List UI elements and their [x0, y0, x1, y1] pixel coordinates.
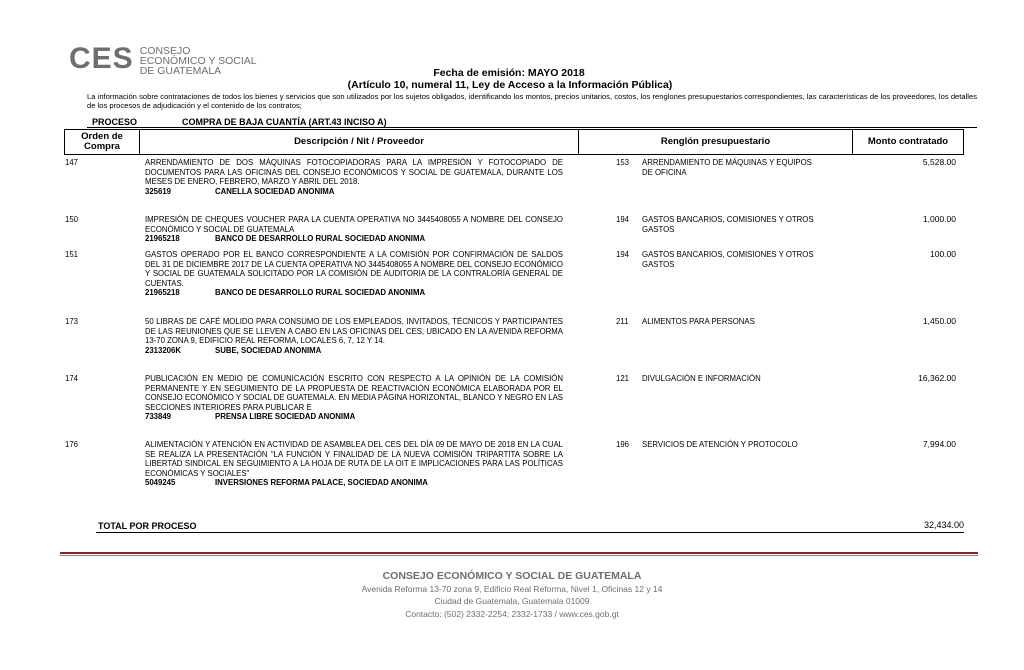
row-description — [145, 158, 563, 196]
provider: PRENSA LIBRE SOCIEDAD ANONIMA — [215, 412, 356, 422]
amount: 16,362.00 — [918, 373, 956, 383]
row-description — [145, 440, 563, 488]
provider: BANCO DE DESARROLLO RURAL SOCIEDAD ANONIMA — [215, 288, 426, 298]
col-renglon: Renglón presupuestario — [578, 129, 853, 155]
provider: BANCO DE DESARROLLO RURAL SOCIEDAD ANONIMA — [215, 234, 426, 244]
provider-line — [145, 412, 563, 422]
renglon-name: GASTOS BANCARIOS, COMISIONES Y OTROS GASTOS — [642, 215, 814, 234]
footer-divider-thin — [60, 555, 978, 556]
footer-divider — [60, 552, 978, 554]
process-name: COMPRA DE BAJA CUANTÍA (ART.43 INCISO A) — [182, 117, 387, 127]
col-description: Descripción / Nit / Proveedor — [139, 129, 579, 155]
logo-line: ECONÓMICO Y SOCIAL — [139, 55, 257, 67]
nit: 5049245 — [145, 478, 176, 488]
description-text: ALIMENTACIÓN Y ATENCIÓN EN ACTIVIDAD DE ASAMBLEA DEL CES DEL DÍA 09 DE MAYO DE 2018 EN LA CUAL SE REALIZA LA PRESENTACIÓN "LA FUNCIÓN Y FINALIDAD DE LA NUEVA COMISIÓN TRIPARTITA SOBRE LA LIBERTAD SINDICAL EN SEGUIMIENTO A LA HOJA DE RUTA DE LA OIT E IMPLICACIONES PARA LAS POLÍTICAS ECONÓMICAS Y SOCIALES" — [145, 440, 563, 478]
footer-city: Ciudad de Guatemala, Guatemala 01009 — [434, 596, 590, 606]
renglon-code: 121 — [616, 374, 630, 383]
provider: SUBE, SOCIEDAD ANONIMA — [215, 345, 322, 355]
amount: 5,528.00 — [922, 157, 956, 167]
intro-paragraph: La información sobre contrataciones de todos los bienes y servicios que son utilizados por los sujetos obligados, identificando los montos, precios unitarios, costos, los renglones presupuestarios correspondientes, las características de los proveedores, los detalles de los procesos de adjudicación y el contenido de los contratos; — [87, 92, 977, 110]
amount: 100.00 — [930, 249, 956, 259]
description-text: ARRENDAMIENTO DE DOS MÁQUINAS FOTOCOPIADORAS PARA LA IMPRESIÓN Y FOTOCOPIADO DE DOCUMENTOS PARA LAS OFICINAS DEL CONSEJO ECONÓMICOS Y SOCIAL DE GUATEMALA, DURANTE LOS MESES DE ENERO, FEBRERO, MARZO Y ABRIL DEL 2018. — [145, 158, 563, 187]
provider-line — [145, 187, 563, 197]
logo-line: DE GUATEMALA — [139, 65, 222, 77]
total-rule — [96, 532, 964, 533]
row-description — [145, 215, 563, 244]
order-number: 147 — [65, 158, 79, 167]
renglon-code: 196 — [616, 440, 630, 449]
renglon-code: 194 — [616, 215, 630, 224]
provider: INVERSIONES REFORMA PALACE, SOCIEDAD ANONIMA — [215, 478, 428, 488]
footer-address: Avenida Reforma 13-70 zona 9, Edificio Real Reforma, Nivel 1, Oficinas 12 y 14 — [361, 584, 663, 594]
nit: 733849 — [145, 412, 172, 422]
footer-contact: Contacto: (502) 2332-2254; 2332-1733 / www.ces.gob.gt — [405, 609, 619, 619]
description-text: GASTOS OPERADO POR EL BANCO CORRESPONDIENTE A LA COMISIÓN POR CONFIRMACIÓN DE SALDOS DEL 31 DE DICIEMBRE 2017 DE LA CUENTA OPERATIVA NO 3445408055 A NOMBRE DEL CONSEJO ECONÓMICO Y SOCIAL DE GUATEMALA SOLICITADO POR LA COMISIÓN DE AUDITORIA DE LA CONTRALORÍA GENERAL DE CUENTAS. — [145, 250, 563, 288]
row-description — [145, 250, 563, 298]
order-number: 176 — [65, 440, 79, 449]
nit: 2313206K — [145, 345, 181, 355]
description-text: PUBLICACIÓN EN MEDIO DE COMUNICACIÓN ESCRITO CON RESPECTO A LA OPINIÓN DE LA COMISIÓN PERMANENTE Y EN SEGUIMIENTO DE LA PROPUESTA DE REACTIVACIÓN ECONÓMICA ELABORADA POR EL CONSEJO ECONÓMICO Y SOCIAL DE GUATEMALA. EN MEDIA PÁGINA HORIZONTAL, BLANCO Y NEGRO EN LAS SECCIONES INTERIORES PARA PUBLICAR E — [145, 374, 563, 412]
amount: 1,000.00 — [922, 214, 956, 224]
order-number: 151 — [65, 250, 79, 259]
row-description — [145, 374, 563, 422]
emission-date: Fecha de emisión: MAYO 2018 — [433, 67, 585, 79]
nit: 325619 — [145, 186, 172, 196]
col-amount: Monto contratado — [852, 129, 964, 155]
provider-line — [145, 478, 563, 488]
renglon-code: 153 — [616, 158, 630, 167]
nit: 21965218 — [145, 288, 180, 298]
process-rule — [87, 127, 977, 128]
nit: 21965218 — [145, 234, 180, 244]
renglon-name: ARRENDAMIENTO DE MÁQUINAS Y EQUIPOS DE OFICINA — [642, 158, 812, 177]
col-order: Orden de Compra — [64, 129, 140, 155]
renglon-name: SERVICIOS DE ATENCIÓN Y PROTOCOLO — [642, 440, 798, 449]
renglon-code: 211 — [616, 317, 629, 326]
amount: 7,994.00 — [922, 439, 956, 449]
renglon-code: 194 — [616, 250, 630, 259]
total-amount: 32,434.00 — [923, 520, 964, 530]
renglon-name: GASTOS BANCARIOS, COMISIONES Y OTROS GASTOS — [642, 250, 814, 269]
law-reference: (Artículo 10, numeral 11, Ley de Acceso a la Información Pública) — [347, 79, 673, 91]
footer-org: CONSEJO ECONÓMICO Y SOCIAL DE GUATEMALA — [382, 570, 642, 582]
logo-line: CONSEJO — [139, 45, 191, 57]
logo-mark: CES — [69, 42, 134, 75]
total-label: TOTAL POR PROCESO — [98, 521, 197, 531]
order-number: 173 — [65, 317, 79, 326]
renglon-name: DIVULGACIÓN E INFORMACIÓN — [642, 374, 761, 383]
provider-line — [145, 346, 563, 356]
renglon-name: ALIMENTOS PARA PERSONAS — [642, 317, 755, 326]
description-text: IMPRESIÓN DE CHEQUES VOUCHER PARA LA CUENTA OPERATIVA NO 3445408055 A NOMBRE DEL CONSEJO ECONÓMICO Y SOCIAL DE GUATEMALA — [145, 215, 563, 234]
order-number: 174 — [65, 374, 79, 383]
amount: 1,450.00 — [922, 316, 956, 326]
column-headers — [64, 129, 964, 155]
provider-line — [145, 288, 563, 298]
order-number: 150 — [65, 215, 79, 224]
process-label: PROCESO — [92, 117, 138, 127]
row-description — [145, 317, 563, 355]
provider: CANELLA SOCIEDAD ANONIMA — [215, 186, 335, 196]
provider-line — [145, 234, 563, 244]
description-text: 50 LIBRAS DE CAFÉ MOLIDO PARA CONSUMO DE LOS EMPLEADOS, INVITADOS, TÉCNICOS Y PARTICIPANTES DE LAS REUNIONES QUE SE LLEVEN A CABO EN LAS OFICINAS DEL CES, UBICADO EN LA AVENIDA REFORMA 13-70 ZONA 9, EDIFICIO REAL REFORMA, LOCALES 6, 7, 12 Y 14. — [145, 317, 563, 346]
